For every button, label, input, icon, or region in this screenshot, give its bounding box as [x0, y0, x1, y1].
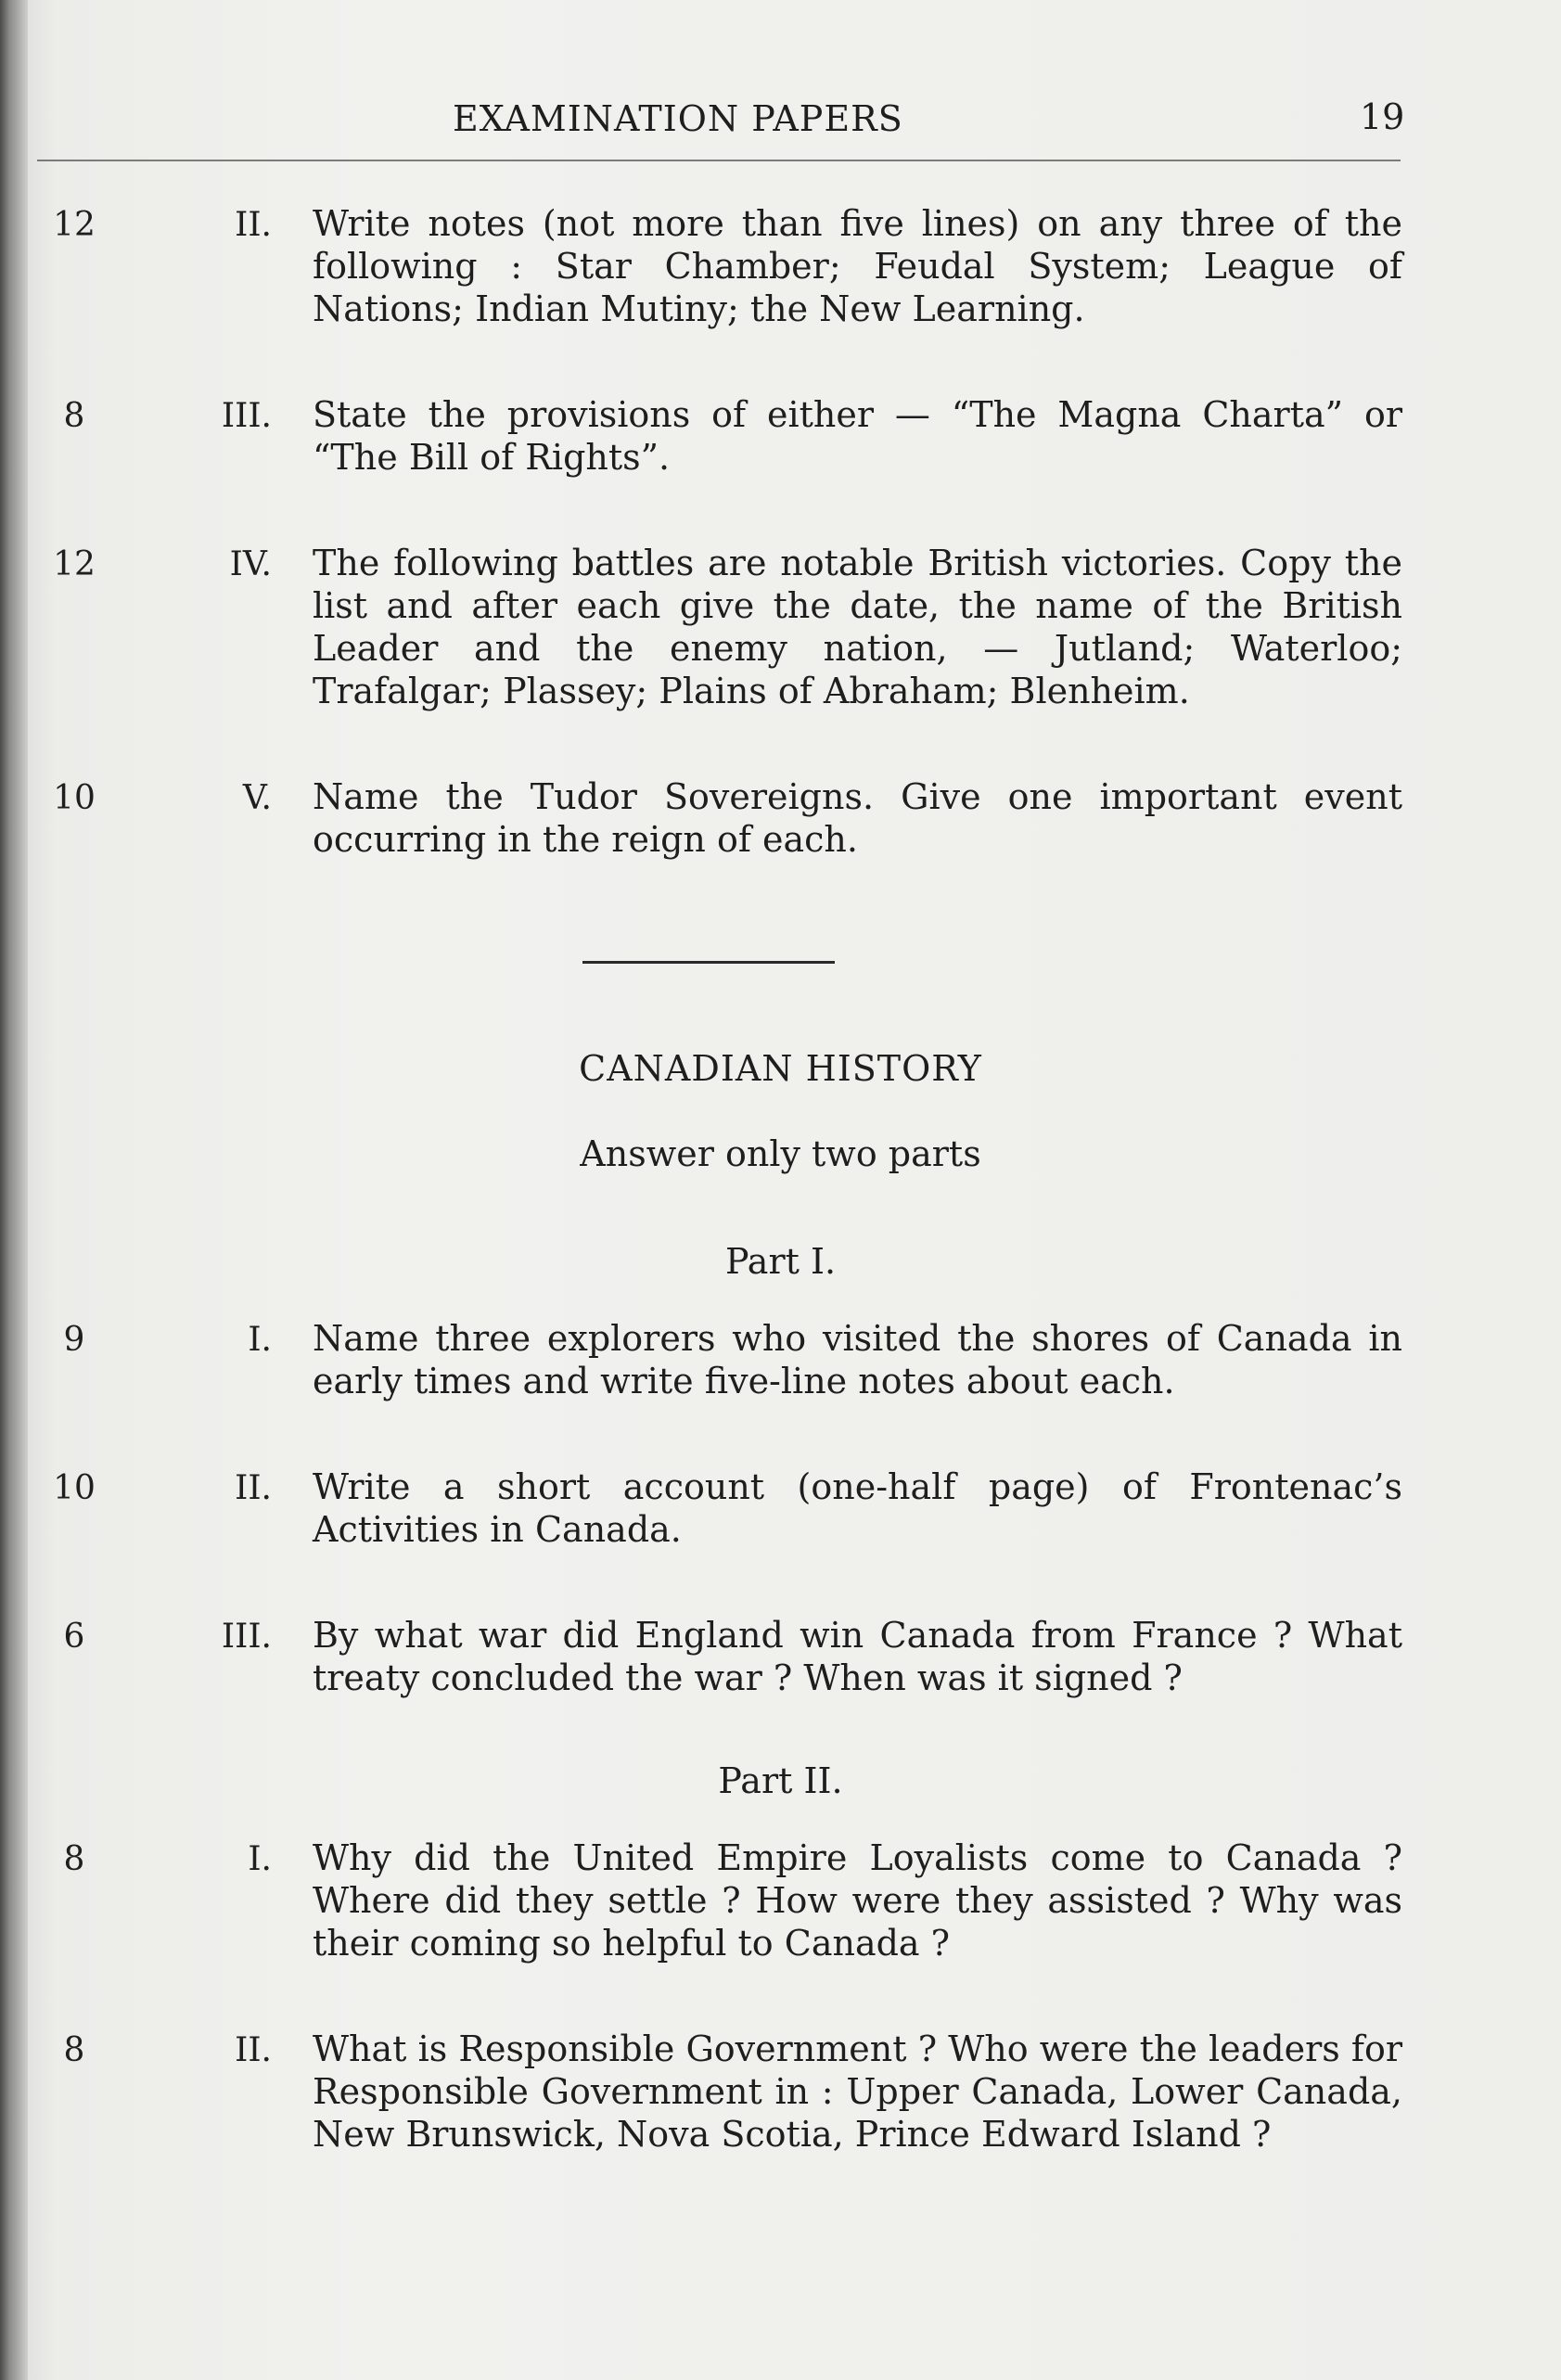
question-text: Why did the United Empire Loyalists come to Canada ? Where did they settle ? How were they assisted ? Why was their coming so helpful to Canada ? — [313, 1837, 1402, 1964]
question-marks: 10 — [53, 779, 96, 817]
question-number: III. — [221, 397, 272, 435]
running-header — [0, 93, 1561, 148]
question-text: The following battles are notable British victories. Copy the list and after each give the date, the name of the British Leader and the enemy nation, — Jutland; Waterloo; Trafalgar; Plassey; Plains of Abraham; Blenheim. — [313, 543, 1402, 711]
header-title: EXAMINATION PAPERS — [453, 98, 903, 139]
question-marks: 12 — [53, 545, 96, 583]
question-text: State the provisions of either — “The Magna Charta” or “The Bill of Rights”. — [313, 394, 1402, 478]
part-heading-2: Part II. — [718, 1760, 843, 1801]
question-number: I. — [248, 1321, 272, 1359]
question-text: Write notes (not more than five lines) on any three of the following : Star Chamber; Feudal System; League of Nations; Indian Mutiny; the New Learning. — [313, 203, 1402, 329]
question-marks: 9 — [63, 1321, 85, 1359]
question-text: Name three explorers who visited the shores of Canada in early times and write five-line notes about each. — [313, 1318, 1402, 1401]
question-marks: 6 — [63, 1618, 85, 1656]
question-number: V. — [242, 779, 272, 817]
question-number: II. — [235, 1469, 272, 1507]
question-marks: 10 — [53, 1469, 96, 1507]
question-number: IV. — [229, 545, 272, 583]
question-number: III. — [221, 1618, 272, 1656]
section-divider — [582, 961, 835, 964]
question-text: Write a short account (one-half page) of Frontenac’s Activities in Canada. — [313, 1466, 1402, 1550]
page-binding-edge — [0, 0, 28, 2380]
part-heading-1: Part I. — [724, 1241, 837, 1282]
question-number: I. — [248, 1840, 272, 1878]
section-instruction: Answer only two parts — [580, 1133, 981, 1174]
question-number: II. — [235, 2031, 272, 2069]
page-number: 19 — [1360, 96, 1405, 137]
question-text: Name the Tudor Sovereigns. Give one important event occurring in the reign of each. — [313, 776, 1402, 860]
section-title: CANADIAN HISTORY — [579, 1048, 982, 1089]
question-number: II. — [235, 206, 272, 244]
header-rule — [37, 160, 1401, 161]
question-text: What is Responsible Government ? Who were the leaders for Responsible Government in : Upper Canada, Lower Canada, New Brunswick, Nova Scotia, Prince Edward Island ? — [313, 2028, 1402, 2155]
question-text: By what war did England win Canada from France ? What treaty concluded the war ? When was it signed ? — [313, 1615, 1402, 1698]
question-marks: 8 — [63, 1840, 85, 1878]
question-marks: 8 — [63, 397, 85, 435]
question-marks: 8 — [63, 2031, 85, 2069]
question-marks: 12 — [53, 206, 96, 244]
